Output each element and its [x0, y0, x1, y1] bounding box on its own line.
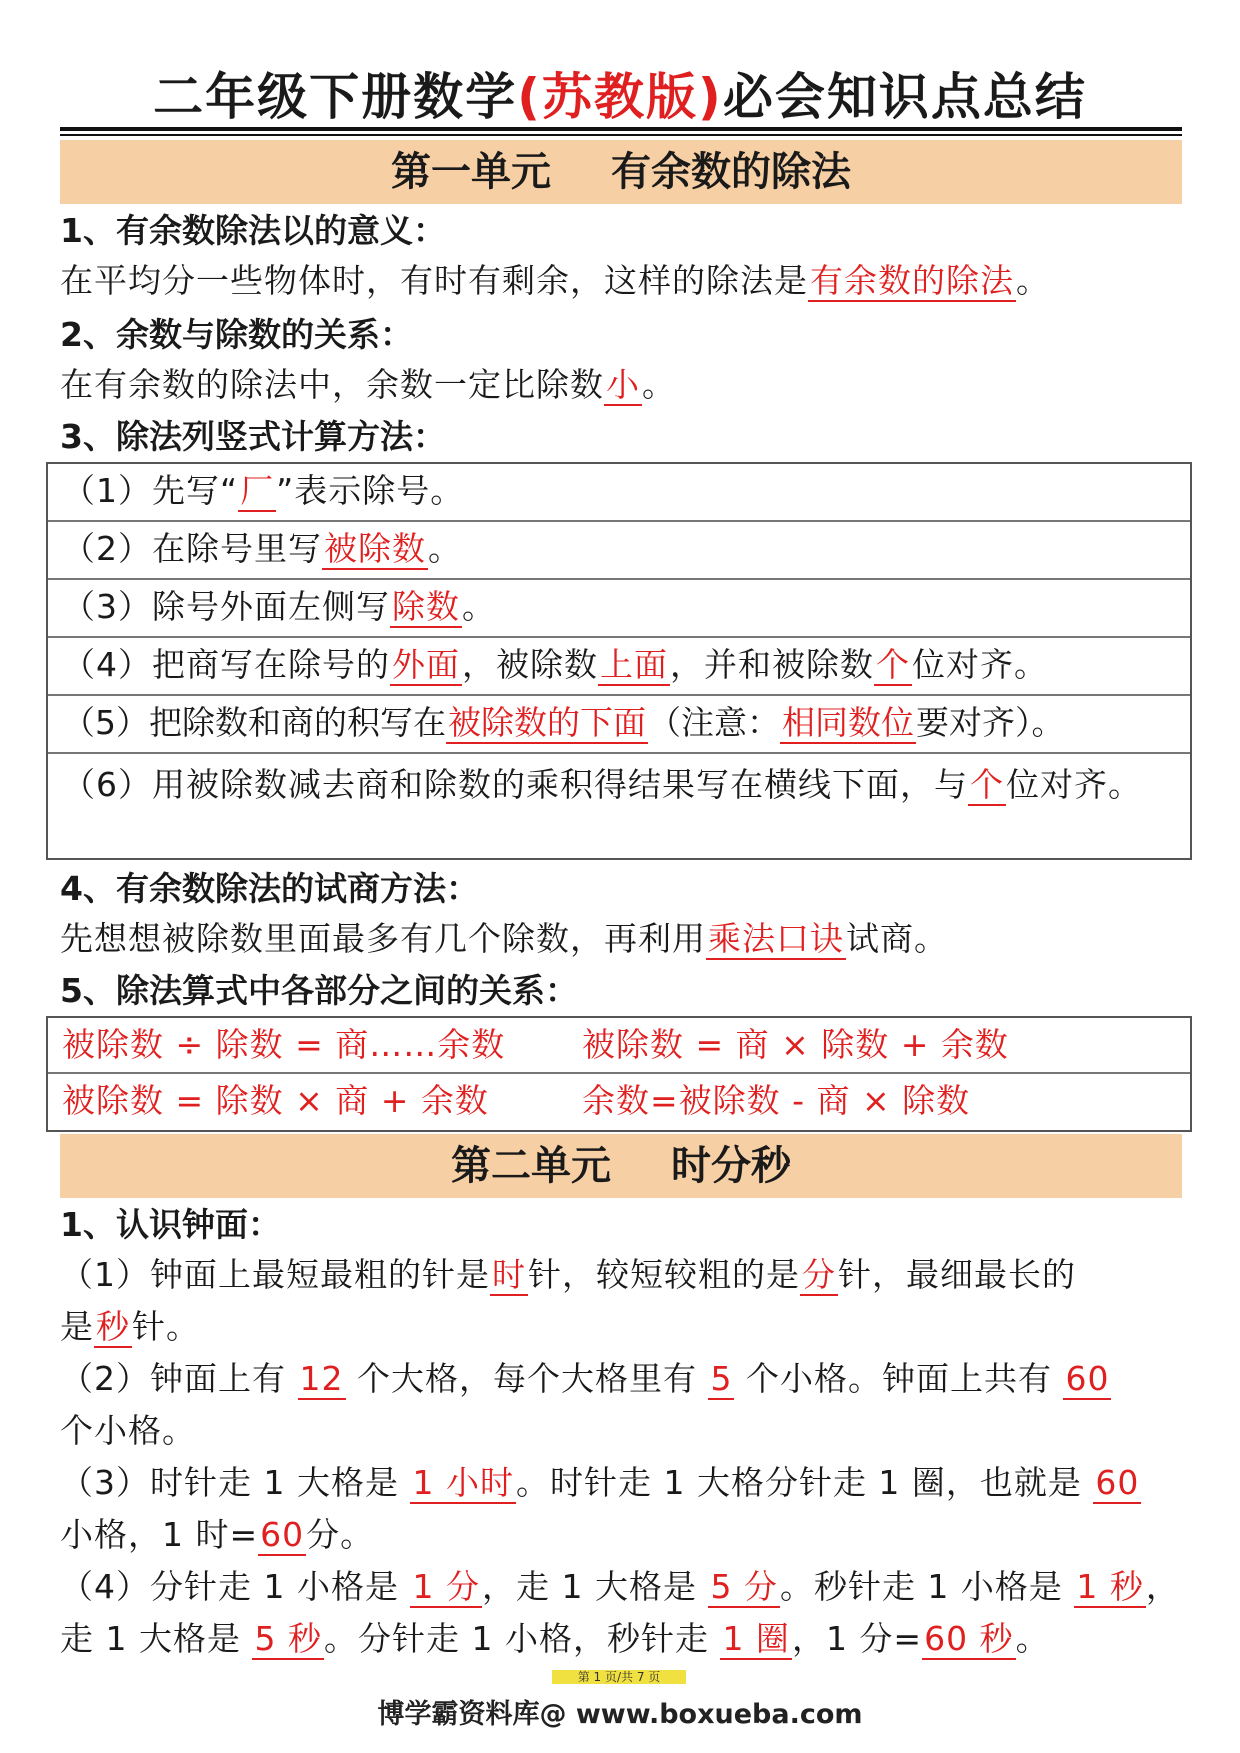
answer-blank: 小 — [606, 365, 640, 404]
title-main: 二年级下册数学 — [153, 68, 518, 126]
relation-formula: 被除数 = 商 × 除数 + 余数 — [582, 1025, 1009, 1064]
answer-blank: 60 秒 — [924, 1619, 1014, 1658]
answer-blank: 1 圈 — [722, 1619, 790, 1658]
answer-blank: 外面 — [392, 645, 460, 684]
u2-p3-line1: （3）时针走 1 大格是 1 小时。时针走 1 大格分针走 1 圈，也就是 60 — [60, 1463, 1140, 1502]
footer-watermark: 博学霸资料库@ www.boxueba.com — [377, 1699, 863, 1730]
answer-blank: 被除数 — [324, 529, 426, 568]
relation-row — [48, 1018, 1190, 1074]
answer-blank: 乘法口诀 — [708, 919, 844, 958]
u2-s1-heading: 1、认识钟面： — [60, 1205, 281, 1244]
title-rule-thick — [60, 127, 1182, 131]
title-tail: 必会知识点总结 — [722, 68, 1087, 126]
u1-s1-text: 在平均分一些物体时，有时有剩余，这样的除法是有余数的除法。 — [60, 261, 1050, 300]
answer-blank: 5 — [710, 1359, 733, 1398]
answer-blank: 除数 — [392, 587, 460, 626]
unit2-label: 第二单元 — [451, 1143, 611, 1189]
unit1-header — [60, 140, 1182, 204]
u1-s5-heading: 5、除法算式中各部分之间的关系： — [60, 971, 578, 1010]
answer-blank: 5 秒 — [254, 1619, 322, 1658]
unit1-label: 第一单元 — [391, 149, 551, 195]
answer-blank: 上面 — [600, 645, 668, 684]
u2-p4-line2: 走 1 大格是 5 秒。分针走 1 小格，秒针走 1 圈，1 分=60 秒。 — [60, 1619, 1050, 1658]
u1-steps-table — [46, 462, 1192, 860]
relation-row — [48, 1074, 1190, 1130]
unit2-name: 时分秒 — [671, 1143, 791, 1189]
step-row: （2）在除号里写被除数。 — [48, 522, 1190, 580]
relations-table — [46, 1016, 1192, 1132]
u2-p2-line2: 个小格。 — [60, 1411, 196, 1450]
title-edition: (苏教版) — [517, 68, 723, 126]
u1-s3-heading: 3、除法列竖式计算方法： — [60, 417, 446, 456]
step-row: （3）除号外面左侧写除数。 — [48, 580, 1190, 638]
u1-s2-heading: 2、余数与除数的关系： — [60, 315, 413, 354]
answer-blank: 5 分 — [710, 1567, 778, 1606]
unit1-name: 有余数的除法 — [611, 149, 851, 195]
title-rule-thin — [60, 134, 1182, 136]
u2-p4-line1: （4）分针走 1 小格是 1 分，走 1 大格是 5 分。秒针走 1 小格是 1 秒， — [60, 1567, 1180, 1606]
relation-formula: 被除数 ÷ 除数 = 商……余数 — [62, 1025, 506, 1064]
answer-blank: 有余数的除法 — [810, 261, 1014, 300]
unit2-header — [60, 1134, 1182, 1198]
page-number: 第 1 页/共 7 页 — [552, 1670, 686, 1684]
step-row: （1）先写“厂”表示除号。 — [48, 464, 1190, 522]
relation-formula: 余数=被除数 - 商 × 除数 — [582, 1081, 971, 1120]
answer-blank: 分 — [802, 1255, 836, 1294]
answer-blank: 60 — [1095, 1463, 1140, 1502]
answer-blank: 被除数的下面 — [448, 703, 646, 742]
u2-p3-line2: 小格，1 时=60分。 — [60, 1515, 375, 1554]
page-title — [60, 62, 1180, 132]
u1-s4-heading: 4、有余数除法的试商方法： — [60, 869, 479, 908]
answer-blank: 个 — [876, 645, 910, 684]
step-row: （6）用被除数减去商和除数的乘积得结果写在横线下面，与个位对齐。 — [62, 765, 1142, 804]
u2-p1-line2: 是秒针。 — [60, 1307, 200, 1346]
u1-s4-text: 先想想被除数里面最多有几个除数，再利用乘法口诀试商。 — [60, 919, 948, 958]
answer-blank: 1 分 — [412, 1567, 480, 1606]
u1-s2-text: 在有余数的除法中，余数一定比除数小。 — [60, 365, 676, 404]
answer-blank: 厂 — [240, 471, 275, 510]
answer-blank: 1 小时 — [412, 1463, 514, 1502]
answer-blank: 时 — [492, 1255, 526, 1294]
step-row: （4）把商写在除号的外面，被除数上面，并和被除数个位对齐。 — [48, 638, 1190, 696]
step-row: （5）把除数和商的积写在被除数的下面（注意：相同数位要对齐）。 — [48, 696, 1190, 754]
answer-blank: 相同数位 — [782, 703, 914, 742]
answer-blank: 1 秒 — [1076, 1567, 1144, 1606]
answer-blank: 60 — [260, 1515, 305, 1554]
u2-p2-line1: （2）钟面上有 12 个大格，每个大格里有 5 个小格。钟面上共有 60 — [60, 1359, 1110, 1398]
answer-blank: 秒 — [96, 1307, 130, 1346]
answer-blank: 60 — [1065, 1359, 1110, 1398]
u1-s1-heading: 1、有余数除法以的意义： — [60, 211, 446, 250]
answer-blank: 12 — [299, 1359, 344, 1398]
relation-formula: 被除数 = 除数 × 商 + 余数 — [62, 1081, 489, 1120]
answer-blank: 个 — [970, 765, 1004, 804]
u2-p1-line1: （1）钟面上最短最粗的针是时针，较短较粗的是分针，最细最长的 — [60, 1255, 1076, 1294]
